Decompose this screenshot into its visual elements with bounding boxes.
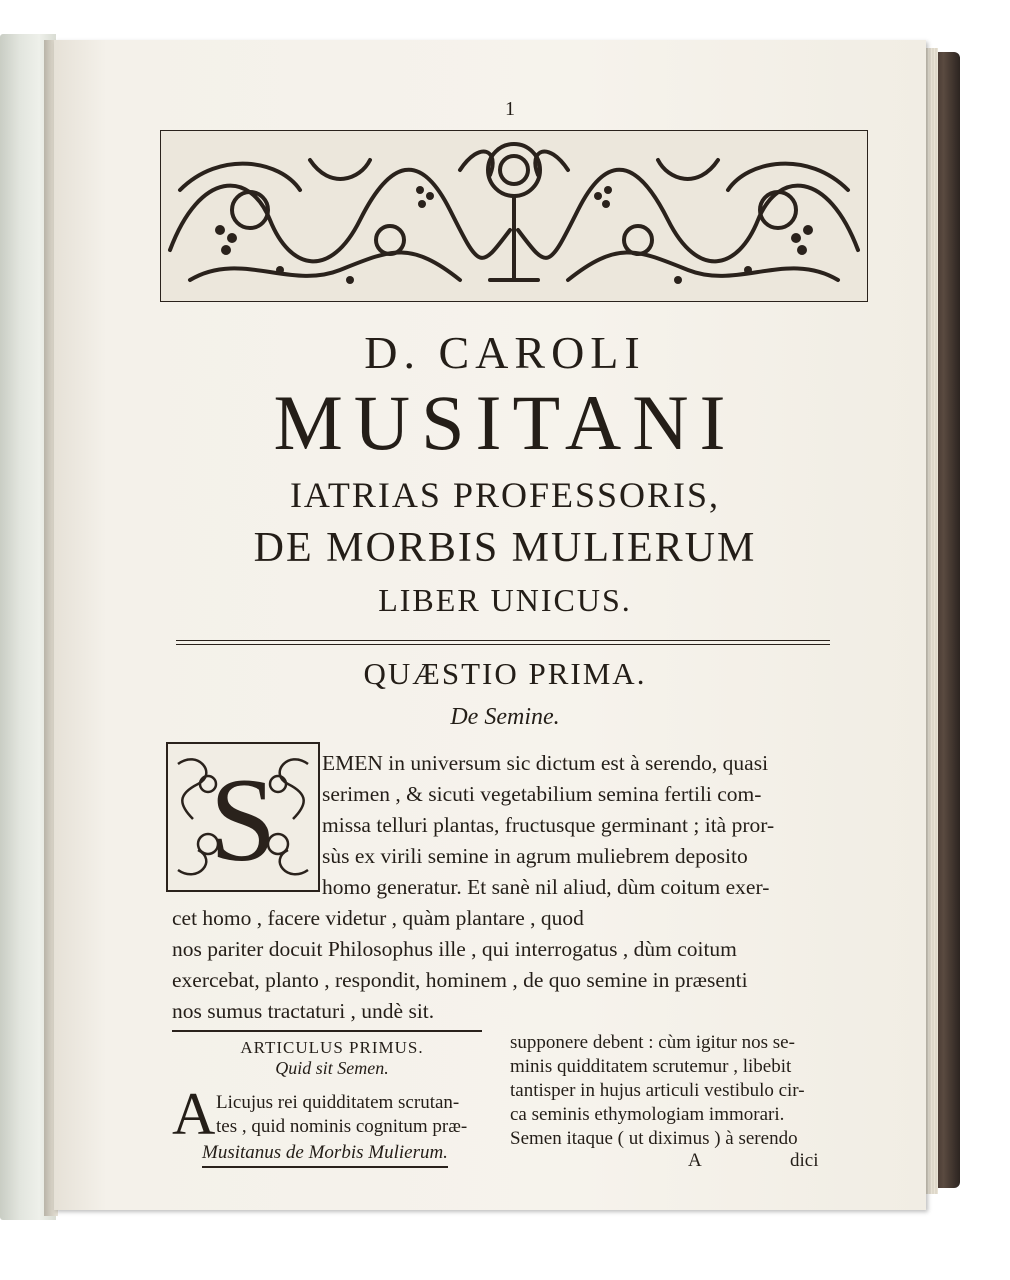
decorated-initial	[166, 742, 320, 892]
ornamental-headpiece	[160, 130, 868, 302]
right-column-line-3: tantisper in hujus articuli vestibulo cir-	[510, 1080, 805, 1101]
main-text-line-7: nos pariter docuit Philosophus ille , qui interrogatus , dùm coitum	[172, 937, 737, 961]
article-heading: ARTICULUS PRIMUS.	[240, 1038, 424, 1057]
left-column-line-2: tes , quid nominis cognitum præ-	[216, 1116, 468, 1137]
question-subheading: De Semine.	[450, 704, 560, 730]
main-text-line-3: missa telluri plantas, fructusque germinant ; ità pror-	[322, 813, 775, 837]
title-author-role: IATRIAS PROFESSORIS,	[289, 475, 721, 515]
title-book: LIBER UNICUS.	[378, 582, 632, 618]
title-author-name: D. CAROLI	[364, 327, 646, 378]
main-text-line-6: cet homo , facere videtur , quàm plantare , quod	[172, 906, 584, 930]
article-initial: A	[172, 1081, 216, 1147]
right-column-line-5: Semen itaque ( ut diximus ) à serendo	[510, 1128, 798, 1149]
right-column-line-1: supponere debent : cùm igitur nos se-	[510, 1032, 795, 1053]
main-text-line-8: exercebat, planto , respondit, hominem , de quo semine in præsenti	[172, 968, 748, 992]
page-number: 1	[505, 98, 515, 120]
question-heading: QUÆSTIO PRIMA.	[363, 656, 647, 691]
left-column-line-1: Licujus rei quidditatem scrutan-	[216, 1092, 460, 1113]
left-column-rule	[172, 1030, 482, 1032]
right-column-line-2: minis quidditatem scrutemur , libebit	[510, 1056, 792, 1077]
article-subheading: Quid sit Semen.	[275, 1058, 389, 1078]
left-column	[172, 1038, 492, 1079]
drop-cap-letter: S	[209, 753, 277, 886]
main-text-line-4: sùs ex virili semine in agrum muliebrem deposito	[322, 844, 748, 868]
catchword: dici	[790, 1150, 819, 1171]
main-text-line-2: serimen , & sicuti vegetabilium semina fertili com-	[322, 782, 762, 806]
main-text-line-1: EMEN in universum sic dictum est à serendo, quasi	[322, 751, 769, 775]
main-text-line-5: homo generatur. Et sanè nil aliud, dùm coitum exer-	[322, 875, 770, 899]
title-work: DE MORBIS MULIERUM	[253, 525, 757, 571]
running-footer: Musitanus de Morbis Mulierum.	[202, 1142, 448, 1168]
main-text-line-9: nos sumus tractaturi , undè sit.	[172, 999, 435, 1023]
right-column-line-4: ca seminis ethymologiam immorari.	[510, 1104, 785, 1125]
title-author-surname: MUSITANI	[273, 379, 737, 466]
signature-mark: A	[688, 1150, 702, 1171]
title-rule	[176, 640, 830, 645]
